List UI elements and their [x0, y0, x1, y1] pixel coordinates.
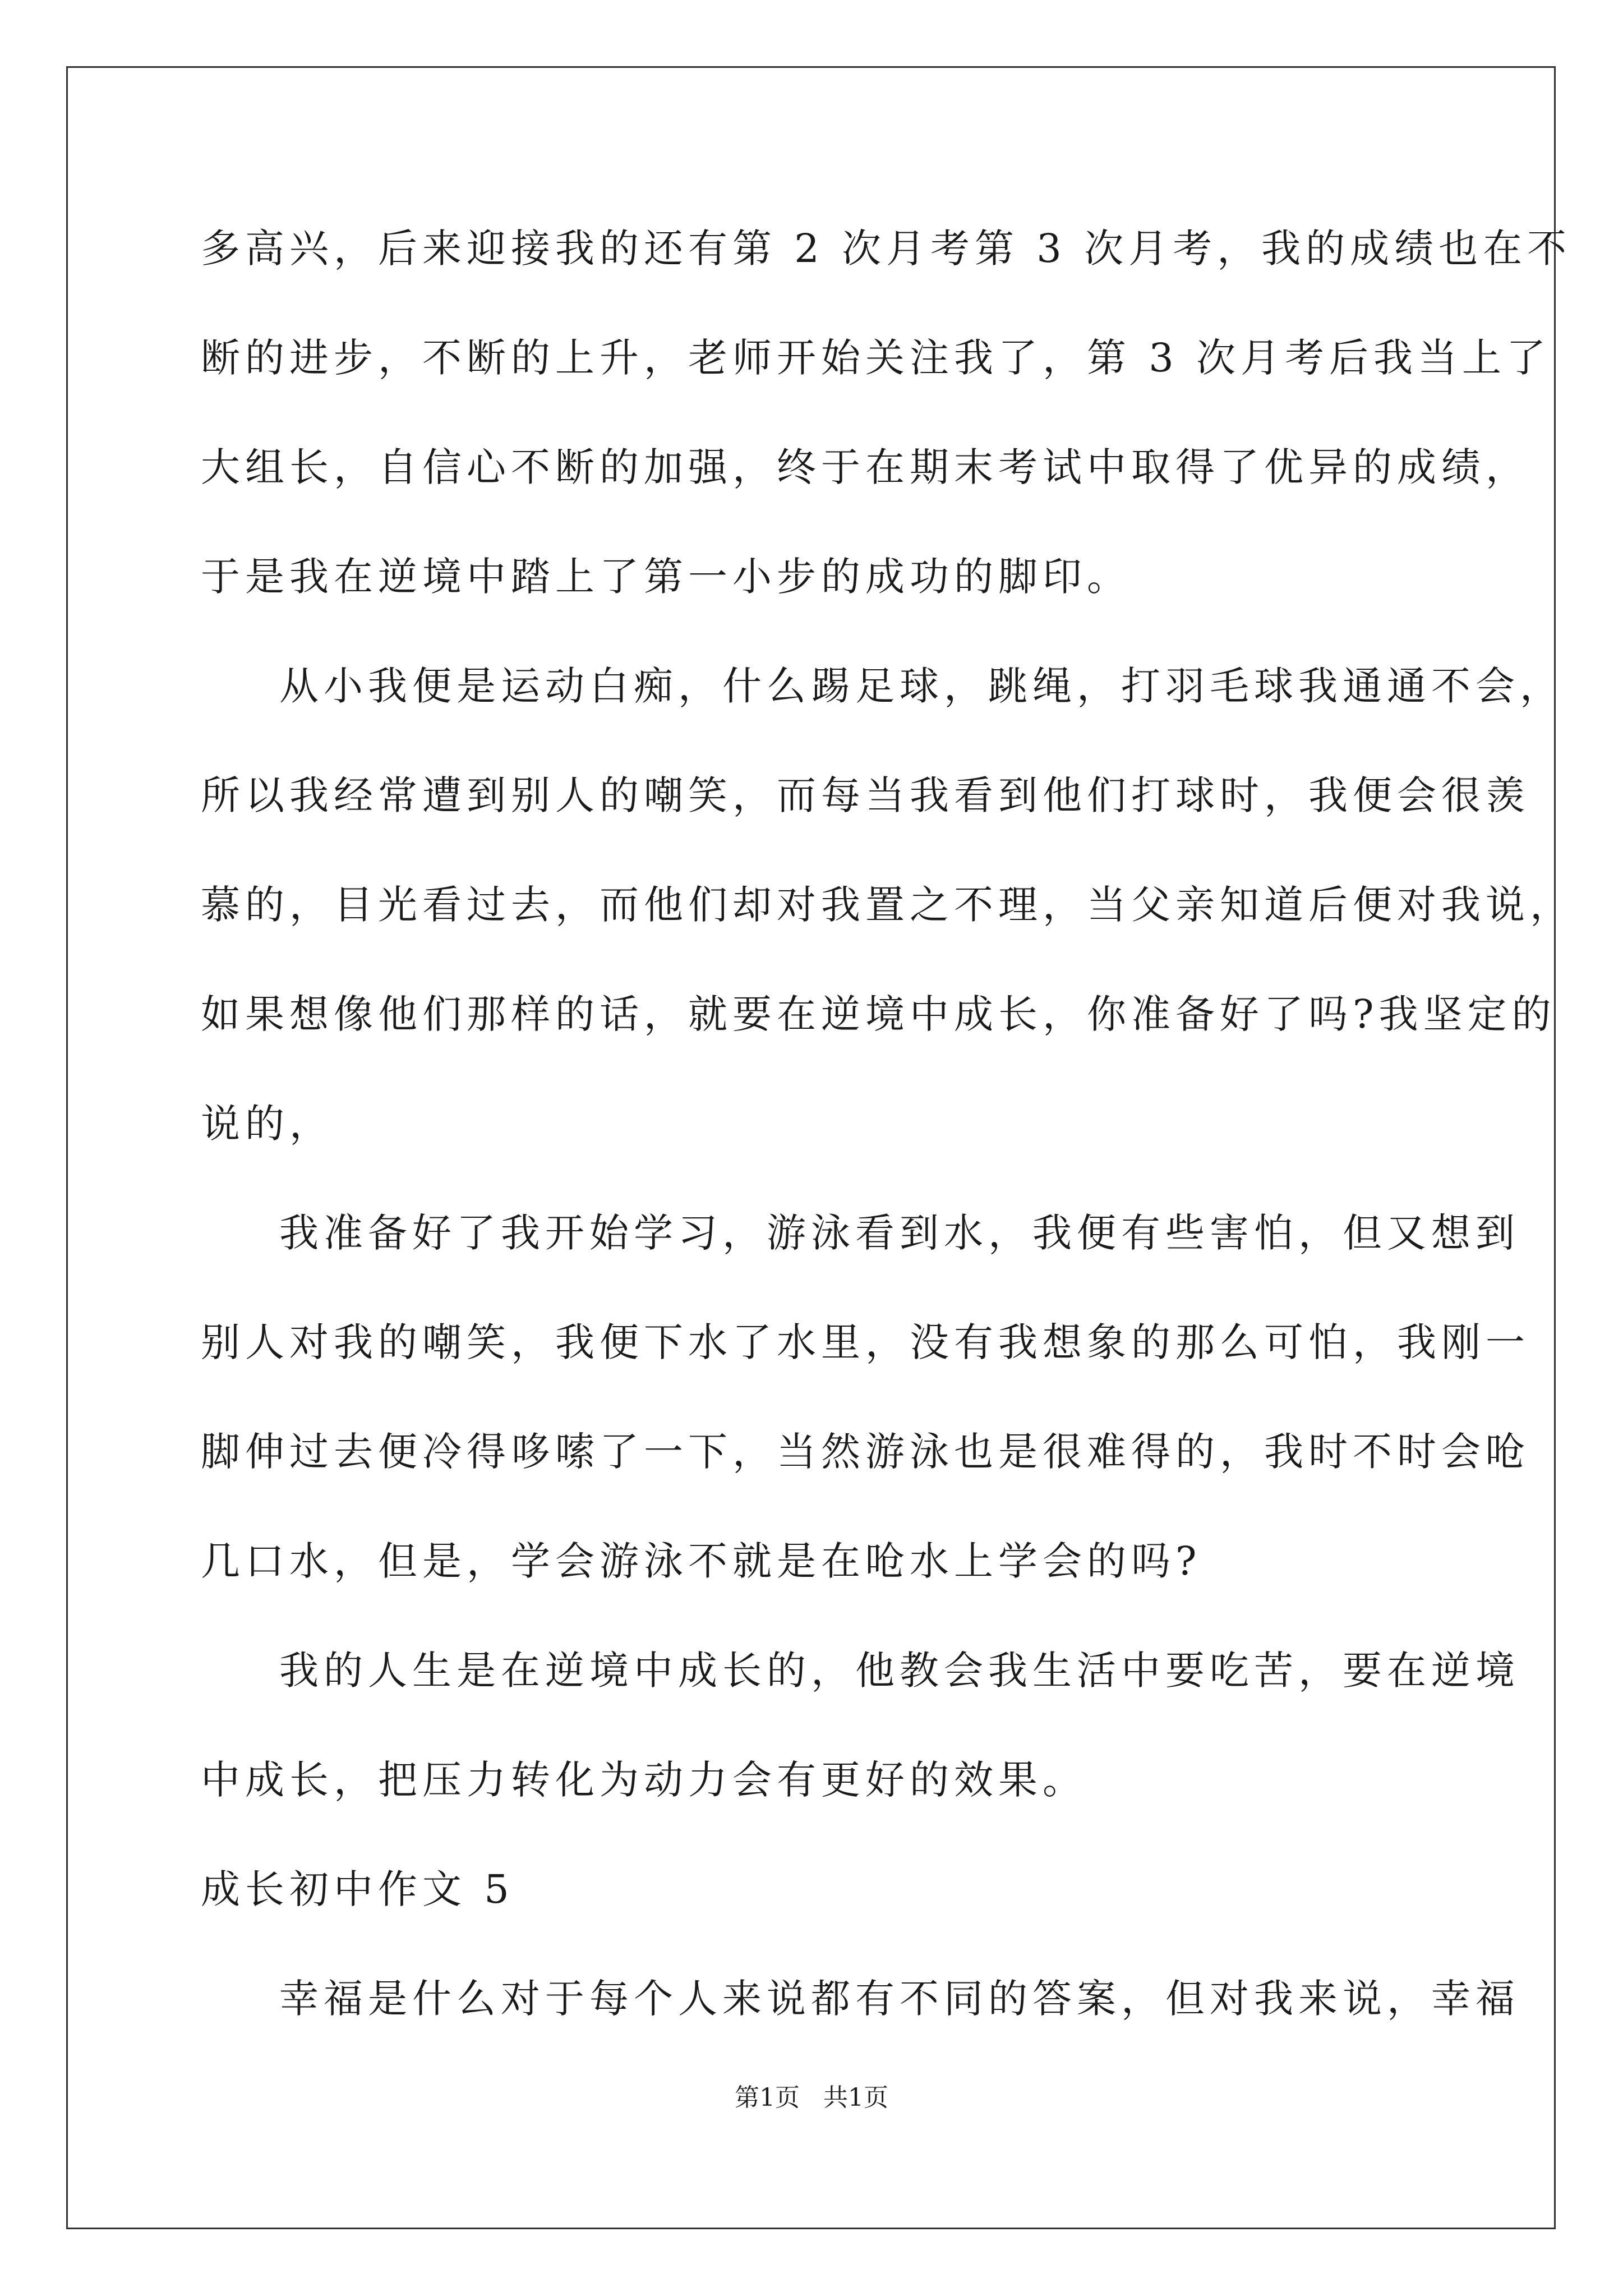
paragraph-first-line: 我的人生是在逆境中成长的，他教会我生活中要吃苦，要在逆境 [279, 1648, 1520, 1694]
text-line: 多高兴，后来迎接我的还有第 2 次月考第 3 次月考，我的成绩也在不 [201, 226, 1572, 272]
paragraph-first-line: 幸福是什么对于每个人来说都有不同的答案，但对我来说，幸福 [279, 1976, 1520, 2022]
text-line: 断的进步，不断的上升，老师开始关注我了，第 3 次月考后我当上了 [201, 335, 1551, 381]
text-line: 几口水，但是，学会游泳不就是在呛水上学会的吗? [201, 1538, 1202, 1584]
section-heading: 成长初中作文 5 [201, 1866, 514, 1912]
text-line: 大组长，自信心不断的加强，终于在期末考试中取得了优异的成绩， [201, 444, 1530, 490]
paragraph-first-line: 从小我便是运动白痴，什么踢足球，跳绳，打羽毛球我通通不会， [279, 663, 1564, 709]
text-line: 说的， [201, 1101, 334, 1147]
text-line: 于是我在逆境中踏上了第一小步的成功的脚印。 [201, 554, 1131, 600]
text-line: 所以我经常遭到别人的嘲笑，而每当我看到他们打球时，我便会很羡 [201, 772, 1530, 818]
text-line: 脚伸过去便冷得哆嗦了一下，当然游泳也是很难得的，我时不时会呛 [201, 1429, 1530, 1475]
page-footer: 第1页 共1页 [735, 2083, 888, 2112]
text-line: 如果想像他们那样的话，就要在逆境中成长，你准备好了吗?我坚定的 [201, 991, 1556, 1037]
text-line: 中成长，把压力转化为动力会有更好的效果。 [201, 1757, 1087, 1803]
text-line: 慕的，目光看过去，而他们却对我置之不理，当父亲知道后便对我说， [201, 882, 1574, 928]
text-line: 别人对我的嘲笑，我便下水了水里，没有我想象的那么可怕，我刚一 [201, 1319, 1530, 1365]
paragraph-first-line: 我准备好了我开始学习，游泳看到水，我便有些害怕，但又想到 [279, 1210, 1520, 1256]
